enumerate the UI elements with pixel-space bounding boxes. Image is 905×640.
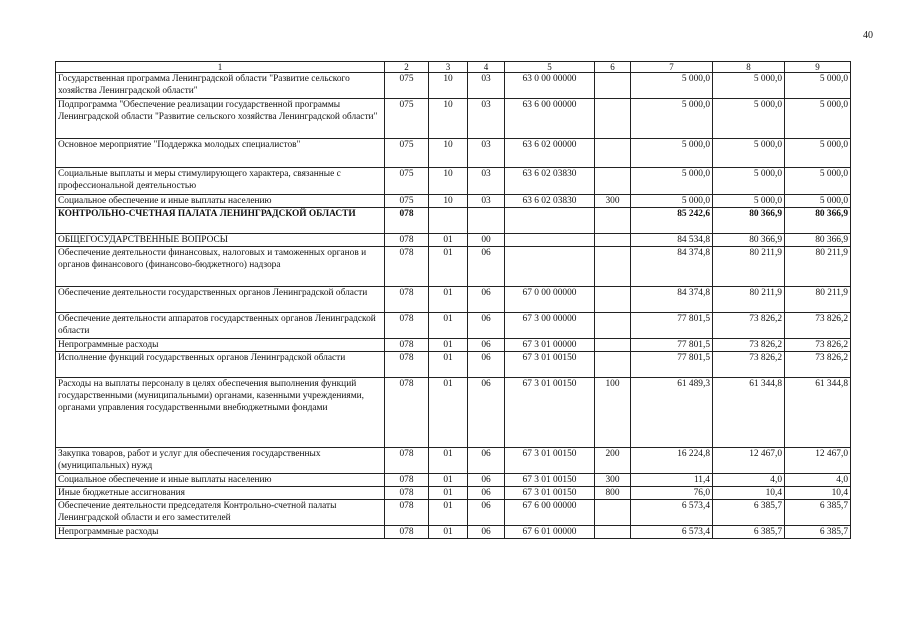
row-name-cell: Закупка товаров, работ и услуг для обеспечения государственных (муниципальных) нужд bbox=[56, 448, 385, 474]
expense-type-cell bbox=[595, 234, 631, 247]
amount-col7-cell: 5 000,0 bbox=[631, 73, 713, 99]
expense-type-cell bbox=[595, 247, 631, 287]
amount-col9-cell: 80 211,9 bbox=[785, 287, 851, 313]
row-name-cell: Социальные выплаты и меры стимулирующего характера, связанные с профессиональной деятельностью bbox=[56, 168, 385, 195]
target-article-cell: 67 3 01 00150 bbox=[505, 448, 595, 474]
subsection-code-cell: 06 bbox=[468, 474, 505, 487]
table-row bbox=[56, 378, 851, 448]
amount-col9-cell: 5 000,0 bbox=[785, 195, 851, 208]
table-row bbox=[56, 352, 851, 378]
table-row bbox=[56, 168, 851, 195]
admin-code-cell: 075 bbox=[385, 139, 429, 168]
amount-col8-cell: 73 826,2 bbox=[713, 313, 785, 339]
subsection-code-cell: 06 bbox=[468, 526, 505, 539]
subsection-code-cell bbox=[468, 208, 505, 234]
column-header: 7 bbox=[631, 62, 713, 73]
amount-col8-cell: 80 211,9 bbox=[713, 287, 785, 313]
amount-col8-cell: 12 467,0 bbox=[713, 448, 785, 474]
row-name-cell: КОНТРОЛЬНО-СЧЕТНАЯ ПАЛАТА ЛЕНИНГРАДСКОЙ ОБЛАСТИ bbox=[56, 208, 385, 234]
admin-code-cell: 078 bbox=[385, 339, 429, 352]
target-article-cell: 67 3 01 00000 bbox=[505, 339, 595, 352]
subsection-code-cell: 03 bbox=[468, 99, 505, 139]
section-code-cell: 01 bbox=[429, 500, 468, 526]
row-name-cell: Социальное обеспечение и иные выплаты населению bbox=[56, 474, 385, 487]
amount-col9-cell: 80 366,9 bbox=[785, 208, 851, 234]
row-name-cell: Государственная программа Ленинградской области "Развитие сельского хозяйства Ленинградской области" bbox=[56, 73, 385, 99]
amount-col7-cell: 5 000,0 bbox=[631, 99, 713, 139]
expense-type-cell bbox=[595, 168, 631, 195]
admin-code-cell: 075 bbox=[385, 73, 429, 99]
section-code-cell: 10 bbox=[429, 168, 468, 195]
admin-code-cell: 078 bbox=[385, 448, 429, 474]
column-header: 6 bbox=[595, 62, 631, 73]
target-article-cell: 63 0 00 00000 bbox=[505, 73, 595, 99]
target-article-cell bbox=[505, 208, 595, 234]
amount-col9-cell: 5 000,0 bbox=[785, 139, 851, 168]
admin-code-cell: 078 bbox=[385, 247, 429, 287]
section-code-cell: 01 bbox=[429, 339, 468, 352]
section-code-cell: 10 bbox=[429, 195, 468, 208]
table-row bbox=[56, 487, 851, 500]
column-header: 4 bbox=[468, 62, 505, 73]
column-header: 5 bbox=[505, 62, 595, 73]
amount-col8-cell: 5 000,0 bbox=[713, 99, 785, 139]
table-row bbox=[56, 195, 851, 208]
section-code-cell: 10 bbox=[429, 73, 468, 99]
section-code-cell: 01 bbox=[429, 526, 468, 539]
table-row bbox=[56, 500, 851, 526]
target-article-cell: 63 6 00 00000 bbox=[505, 99, 595, 139]
subsection-code-cell: 06 bbox=[468, 287, 505, 313]
table-row bbox=[56, 99, 851, 139]
amount-col7-cell: 5 000,0 bbox=[631, 168, 713, 195]
section-code-cell: 01 bbox=[429, 352, 468, 378]
row-name-cell: Непрограммные расходы bbox=[56, 339, 385, 352]
subsection-code-cell: 00 bbox=[468, 234, 505, 247]
table-row bbox=[56, 339, 851, 352]
target-article-cell: 67 3 01 00150 bbox=[505, 378, 595, 448]
amount-col7-cell: 84 374,8 bbox=[631, 247, 713, 287]
admin-code-cell: 075 bbox=[385, 195, 429, 208]
target-article-cell: 63 6 02 03830 bbox=[505, 168, 595, 195]
subsection-code-cell: 06 bbox=[468, 500, 505, 526]
table-row bbox=[56, 287, 851, 313]
amount-col8-cell: 80 366,9 bbox=[713, 234, 785, 247]
amount-col9-cell: 5 000,0 bbox=[785, 168, 851, 195]
amount-col7-cell: 6 573,4 bbox=[631, 500, 713, 526]
expense-type-cell bbox=[595, 139, 631, 168]
table-row bbox=[56, 139, 851, 168]
expense-type-cell bbox=[595, 313, 631, 339]
table-row bbox=[56, 73, 851, 99]
admin-code-cell: 075 bbox=[385, 168, 429, 195]
section-code-cell: 01 bbox=[429, 487, 468, 500]
amount-col7-cell: 16 224,8 bbox=[631, 448, 713, 474]
table-row bbox=[56, 448, 851, 474]
subsection-code-cell: 06 bbox=[468, 313, 505, 339]
amount-col8-cell: 6 385,7 bbox=[713, 500, 785, 526]
amount-col8-cell: 6 385,7 bbox=[713, 526, 785, 539]
budget-table bbox=[55, 61, 851, 539]
target-article-cell: 67 3 01 00150 bbox=[505, 474, 595, 487]
table-row bbox=[56, 247, 851, 287]
subsection-code-cell: 06 bbox=[468, 487, 505, 500]
row-name-cell: Обеспечение деятельности государственных органов Ленинградской области bbox=[56, 287, 385, 313]
expense-type-cell: 300 bbox=[595, 195, 631, 208]
expense-type-cell: 200 bbox=[595, 448, 631, 474]
amount-col7-cell: 84 374,8 bbox=[631, 287, 713, 313]
row-name-cell: Расходы на выплаты персоналу в целях обеспечения выполнения функций государственными (муниципальными) органами, казенными учреждениями, органами управления государственными внебюджетными фондами bbox=[56, 378, 385, 448]
row-name-cell: Обеспечение деятельности председателя Контрольно-счетной палаты Ленинградской области и его заместителей bbox=[56, 500, 385, 526]
admin-code-cell: 078 bbox=[385, 234, 429, 247]
expense-type-cell bbox=[595, 287, 631, 313]
target-article-cell: 63 6 02 03830 bbox=[505, 195, 595, 208]
section-code-cell: 01 bbox=[429, 287, 468, 313]
expense-type-cell bbox=[595, 339, 631, 352]
section-code-cell: 01 bbox=[429, 448, 468, 474]
subsection-code-cell: 06 bbox=[468, 247, 505, 287]
amount-col8-cell: 73 826,2 bbox=[713, 352, 785, 378]
row-name-cell: Подпрограмма "Обеспечение реализации государственной программы Ленинградской области "Развитие сельского хозяйства Ленинградской области" bbox=[56, 99, 385, 139]
row-name-cell: Непрограммные расходы bbox=[56, 526, 385, 539]
section-code-cell: 01 bbox=[429, 313, 468, 339]
amount-col7-cell: 6 573,4 bbox=[631, 526, 713, 539]
amount-col7-cell: 84 534,8 bbox=[631, 234, 713, 247]
expense-type-cell bbox=[595, 352, 631, 378]
target-article-cell: 67 3 01 00150 bbox=[505, 352, 595, 378]
table-row bbox=[56, 313, 851, 339]
target-article-cell: 67 3 01 00150 bbox=[505, 487, 595, 500]
row-name-cell: ОБЩЕГОСУДАРСТВЕННЫЕ ВОПРОСЫ bbox=[56, 234, 385, 247]
amount-col9-cell: 10,4 bbox=[785, 487, 851, 500]
amount-col9-cell: 4,0 bbox=[785, 474, 851, 487]
admin-code-cell: 078 bbox=[385, 487, 429, 500]
subsection-code-cell: 03 bbox=[468, 168, 505, 195]
expense-type-cell bbox=[595, 500, 631, 526]
target-article-cell: 67 6 01 00000 bbox=[505, 526, 595, 539]
amount-col7-cell: 77 801,5 bbox=[631, 313, 713, 339]
amount-col8-cell: 80 366,9 bbox=[713, 208, 785, 234]
amount-col8-cell: 73 826,2 bbox=[713, 339, 785, 352]
amount-col8-cell: 4,0 bbox=[713, 474, 785, 487]
table-header-row bbox=[56, 62, 851, 73]
amount-col8-cell: 10,4 bbox=[713, 487, 785, 500]
subsection-code-cell: 06 bbox=[468, 448, 505, 474]
amount-col9-cell: 5 000,0 bbox=[785, 73, 851, 99]
expense-type-cell: 300 bbox=[595, 474, 631, 487]
subsection-code-cell: 03 bbox=[468, 139, 505, 168]
admin-code-cell: 078 bbox=[385, 208, 429, 234]
target-article-cell bbox=[505, 234, 595, 247]
column-header: 2 bbox=[385, 62, 429, 73]
section-code-cell: 10 bbox=[429, 139, 468, 168]
table-row bbox=[56, 208, 851, 234]
target-article-cell: 67 6 00 00000 bbox=[505, 500, 595, 526]
amount-col8-cell: 5 000,0 bbox=[713, 73, 785, 99]
amount-col7-cell: 85 242,6 bbox=[631, 208, 713, 234]
section-code-cell: 01 bbox=[429, 234, 468, 247]
page-number: 40 bbox=[863, 30, 873, 41]
target-article-cell bbox=[505, 247, 595, 287]
row-name-cell: Социальное обеспечение и иные выплаты населению bbox=[56, 195, 385, 208]
admin-code-cell: 078 bbox=[385, 526, 429, 539]
amount-col7-cell: 5 000,0 bbox=[631, 195, 713, 208]
expense-type-cell bbox=[595, 73, 631, 99]
admin-code-cell: 078 bbox=[385, 287, 429, 313]
amount-col7-cell: 61 489,3 bbox=[631, 378, 713, 448]
amount-col9-cell: 6 385,7 bbox=[785, 500, 851, 526]
section-code-cell: 01 bbox=[429, 247, 468, 287]
expense-type-cell: 800 bbox=[595, 487, 631, 500]
column-header: 3 bbox=[429, 62, 468, 73]
row-name-cell: Обеспечение деятельности финансовых, налоговых и таможенных органов и органов финансового (финансово-бюджетного) надзора bbox=[56, 247, 385, 287]
section-code-cell: 10 bbox=[429, 99, 468, 139]
amount-col9-cell: 80 366,9 bbox=[785, 234, 851, 247]
row-name-cell: Обеспечение деятельности аппаратов государственных органов Ленинградской области bbox=[56, 313, 385, 339]
target-article-cell: 63 6 02 00000 bbox=[505, 139, 595, 168]
admin-code-cell: 078 bbox=[385, 313, 429, 339]
expense-type-cell: 100 bbox=[595, 378, 631, 448]
amount-col8-cell: 5 000,0 bbox=[713, 195, 785, 208]
amount-col9-cell: 73 826,2 bbox=[785, 339, 851, 352]
amount-col9-cell: 80 211,9 bbox=[785, 247, 851, 287]
amount-col9-cell: 6 385,7 bbox=[785, 526, 851, 539]
admin-code-cell: 078 bbox=[385, 500, 429, 526]
section-code-cell: 01 bbox=[429, 474, 468, 487]
amount-col9-cell: 61 344,8 bbox=[785, 378, 851, 448]
amount-col8-cell: 61 344,8 bbox=[713, 378, 785, 448]
admin-code-cell: 078 bbox=[385, 352, 429, 378]
amount-col8-cell: 5 000,0 bbox=[713, 139, 785, 168]
section-code-cell bbox=[429, 208, 468, 234]
row-name-cell: Иные бюджетные ассигнования bbox=[56, 487, 385, 500]
expense-type-cell bbox=[595, 526, 631, 539]
amount-col9-cell: 73 826,2 bbox=[785, 352, 851, 378]
admin-code-cell: 078 bbox=[385, 378, 429, 448]
amount-col7-cell: 77 801,5 bbox=[631, 339, 713, 352]
expense-type-cell bbox=[595, 208, 631, 234]
amount-col8-cell: 80 211,9 bbox=[713, 247, 785, 287]
subsection-code-cell: 06 bbox=[468, 339, 505, 352]
expense-type-cell bbox=[595, 99, 631, 139]
row-name-cell: Основное мероприятие "Поддержка молодых специалистов" bbox=[56, 139, 385, 168]
section-code-cell: 01 bbox=[429, 378, 468, 448]
table-row bbox=[56, 474, 851, 487]
table-body bbox=[56, 73, 851, 539]
row-name-cell: Исполнение функций государственных органов Ленинградской области bbox=[56, 352, 385, 378]
subsection-code-cell: 06 bbox=[468, 378, 505, 448]
amount-col7-cell: 76,0 bbox=[631, 487, 713, 500]
table-row bbox=[56, 234, 851, 247]
subsection-code-cell: 03 bbox=[468, 73, 505, 99]
admin-code-cell: 078 bbox=[385, 474, 429, 487]
amount-col7-cell: 77 801,5 bbox=[631, 352, 713, 378]
amount-col7-cell: 5 000,0 bbox=[631, 139, 713, 168]
amount-col8-cell: 5 000,0 bbox=[713, 168, 785, 195]
amount-col9-cell: 5 000,0 bbox=[785, 99, 851, 139]
column-header: 8 bbox=[713, 62, 785, 73]
column-header: 1 bbox=[56, 62, 385, 73]
table-row bbox=[56, 526, 851, 539]
target-article-cell: 67 0 00 00000 bbox=[505, 287, 595, 313]
admin-code-cell: 075 bbox=[385, 99, 429, 139]
subsection-code-cell: 06 bbox=[468, 352, 505, 378]
amount-col9-cell: 73 826,2 bbox=[785, 313, 851, 339]
target-article-cell: 67 3 00 00000 bbox=[505, 313, 595, 339]
subsection-code-cell: 03 bbox=[468, 195, 505, 208]
amount-col9-cell: 12 467,0 bbox=[785, 448, 851, 474]
amount-col7-cell: 11,4 bbox=[631, 474, 713, 487]
column-header: 9 bbox=[785, 62, 851, 73]
